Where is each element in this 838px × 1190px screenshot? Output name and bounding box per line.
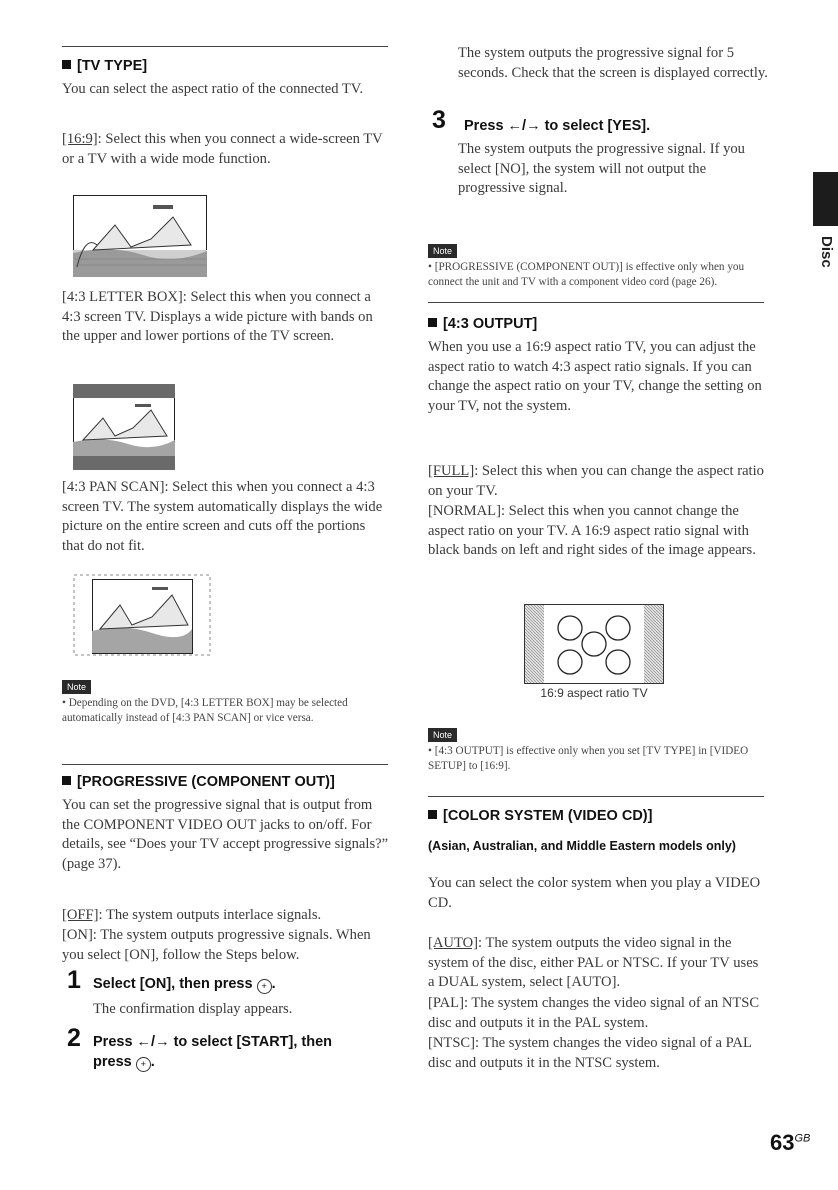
note-icon: Note	[62, 680, 91, 694]
output43-heading: [4:3 OUTPUT]	[428, 316, 537, 332]
step-2-continuation: The system outputs the progressive signal for 5 seconds. Check that the screen is displayed correctly.	[458, 45, 768, 81]
step-3-body: The system outputs the progressive signal. If you select [NO], the system will not output the progressive signal.	[458, 141, 745, 197]
color-system-intro: You can select the color system when you play a VIDEO CD.	[428, 875, 761, 911]
bullet-square-icon	[428, 810, 437, 819]
step-2-number: 2	[67, 1024, 81, 1052]
progressive-heading: [PROGRESSIVE (COMPONENT OUT)]	[62, 774, 335, 790]
note-progressive: • [PROGRESSIVE (COMPONENT OUT)] is effective only when you connect the unit and TV with a component video cord (page 26).	[428, 261, 745, 289]
note-icon: Note	[428, 244, 457, 258]
color-system-option-ntsc: [NTSC]: The system changes the video signal of a PAL disc and outputs it in the NTSC system.	[428, 1035, 752, 1071]
step-3-title: Press ←/→ to select [YES].	[464, 118, 651, 134]
page-number: $63^{GB}$	[770, 1130, 811, 1155]
output43-intro: When you use a 16:9 aspect ratio TV, you can adjust the aspect ratio to watch 4:3 aspect ratio signals. If you can change the aspect ratio on your TV, change the setting on your TV, not the system.	[428, 339, 762, 414]
step-2-title: Press ←/→ to select [START], then press + .	[93, 1034, 333, 1070]
section-rule	[62, 46, 388, 47]
output43-option-full: [FULL]: Select this when you can change the aspect ratio on your TV.	[428, 463, 764, 499]
wide-screen-illustration	[73, 195, 207, 277]
tv-type-option-letterbox: [4:3 LETTER BOX]: Select this when you connect a 4:3 screen TV. Displays a wide picture with bands on the upper and lower portions of the TV screen.	[62, 289, 373, 345]
bullet-square-icon	[428, 318, 437, 327]
bullet-square-icon	[62, 776, 71, 785]
progressive-option-off: [OFF]: The system outputs interlace signals.	[62, 907, 322, 923]
progressive-option-on: [ON]: The system outputs progressive signals. When you select [ON], follow the Steps below.	[62, 927, 371, 963]
color-system-option-pal: [PAL]: The system changes the video signal of an NTSC disc and outputs it in the PAL system.	[428, 995, 760, 1031]
bullet-square-icon	[62, 60, 71, 69]
section-rule	[62, 764, 388, 765]
section-rule	[428, 796, 764, 797]
step-1-number: 1	[67, 966, 81, 994]
enter-button-icon: +	[136, 1057, 151, 1072]
tv-type-option-16-9: [16:9]: Select this when you connect a wide-screen TV or a TV with a wide mode function.	[62, 131, 383, 167]
enter-button-icon: +	[257, 979, 272, 994]
tv-type-option-panscan: [4:3 PAN SCAN]: Select this when you connect a 4:3 screen TV. The system automatically displays the wide picture on the entire screen and cuts off the portions that do not fit.	[62, 479, 383, 554]
color-system-subhead: (Asian, Australian, and Middle Eastern models only)	[428, 839, 736, 853]
panscan-illustration	[72, 573, 212, 657]
aspect-ratio-caption: 16:9 aspect ratio TV	[540, 686, 648, 700]
progressive-intro: You can set the progressive signal that is output from the COMPONENT VIDEO OUT jacks to on/off. For details, see “Does your TV accept progressive signals?” (page 37).	[62, 797, 389, 872]
note-icon: Note	[428, 728, 457, 742]
step-1-body: The confirmation display appears.	[93, 1001, 293, 1017]
section-rule	[428, 302, 764, 303]
aspect-ratio-tv-illustration	[524, 604, 664, 684]
tv-type-heading: [TV TYPE]	[62, 58, 147, 74]
chapter-label: Disc	[818, 236, 835, 268]
color-system-heading: [COLOR SYSTEM (VIDEO CD)]	[428, 808, 652, 824]
output43-option-normal: [NORMAL]: Select this when you cannot change the aspect ratio on your TV. A 16:9 aspect ratio signal with black bands on left and right sides of the image appears.	[428, 503, 756, 559]
tv-type-intro: You can select the aspect ratio of the connected TV.	[62, 81, 364, 97]
chapter-tab	[813, 172, 838, 226]
letterbox-illustration	[73, 384, 175, 470]
note-output43: • [4:3 OUTPUT] is effective only when you set [TV TYPE] in [VIDEO SETUP] to [16:9].	[428, 745, 749, 773]
note-letterbox-panscan: • Depending on the DVD, [4:3 LETTER BOX] may be selected automatically instead of [4:3 PAN SCAN] or vice versa.	[62, 697, 348, 725]
color-system-option-auto: [AUTO]: The system outputs the video signal in the system of the disc, either PAL or NTSC. If your TV uses a DUAL system, select [AUTO].	[428, 935, 759, 991]
step-3-number: 3	[432, 106, 446, 134]
step-1-title: Select [ON], then press + .	[93, 976, 276, 992]
